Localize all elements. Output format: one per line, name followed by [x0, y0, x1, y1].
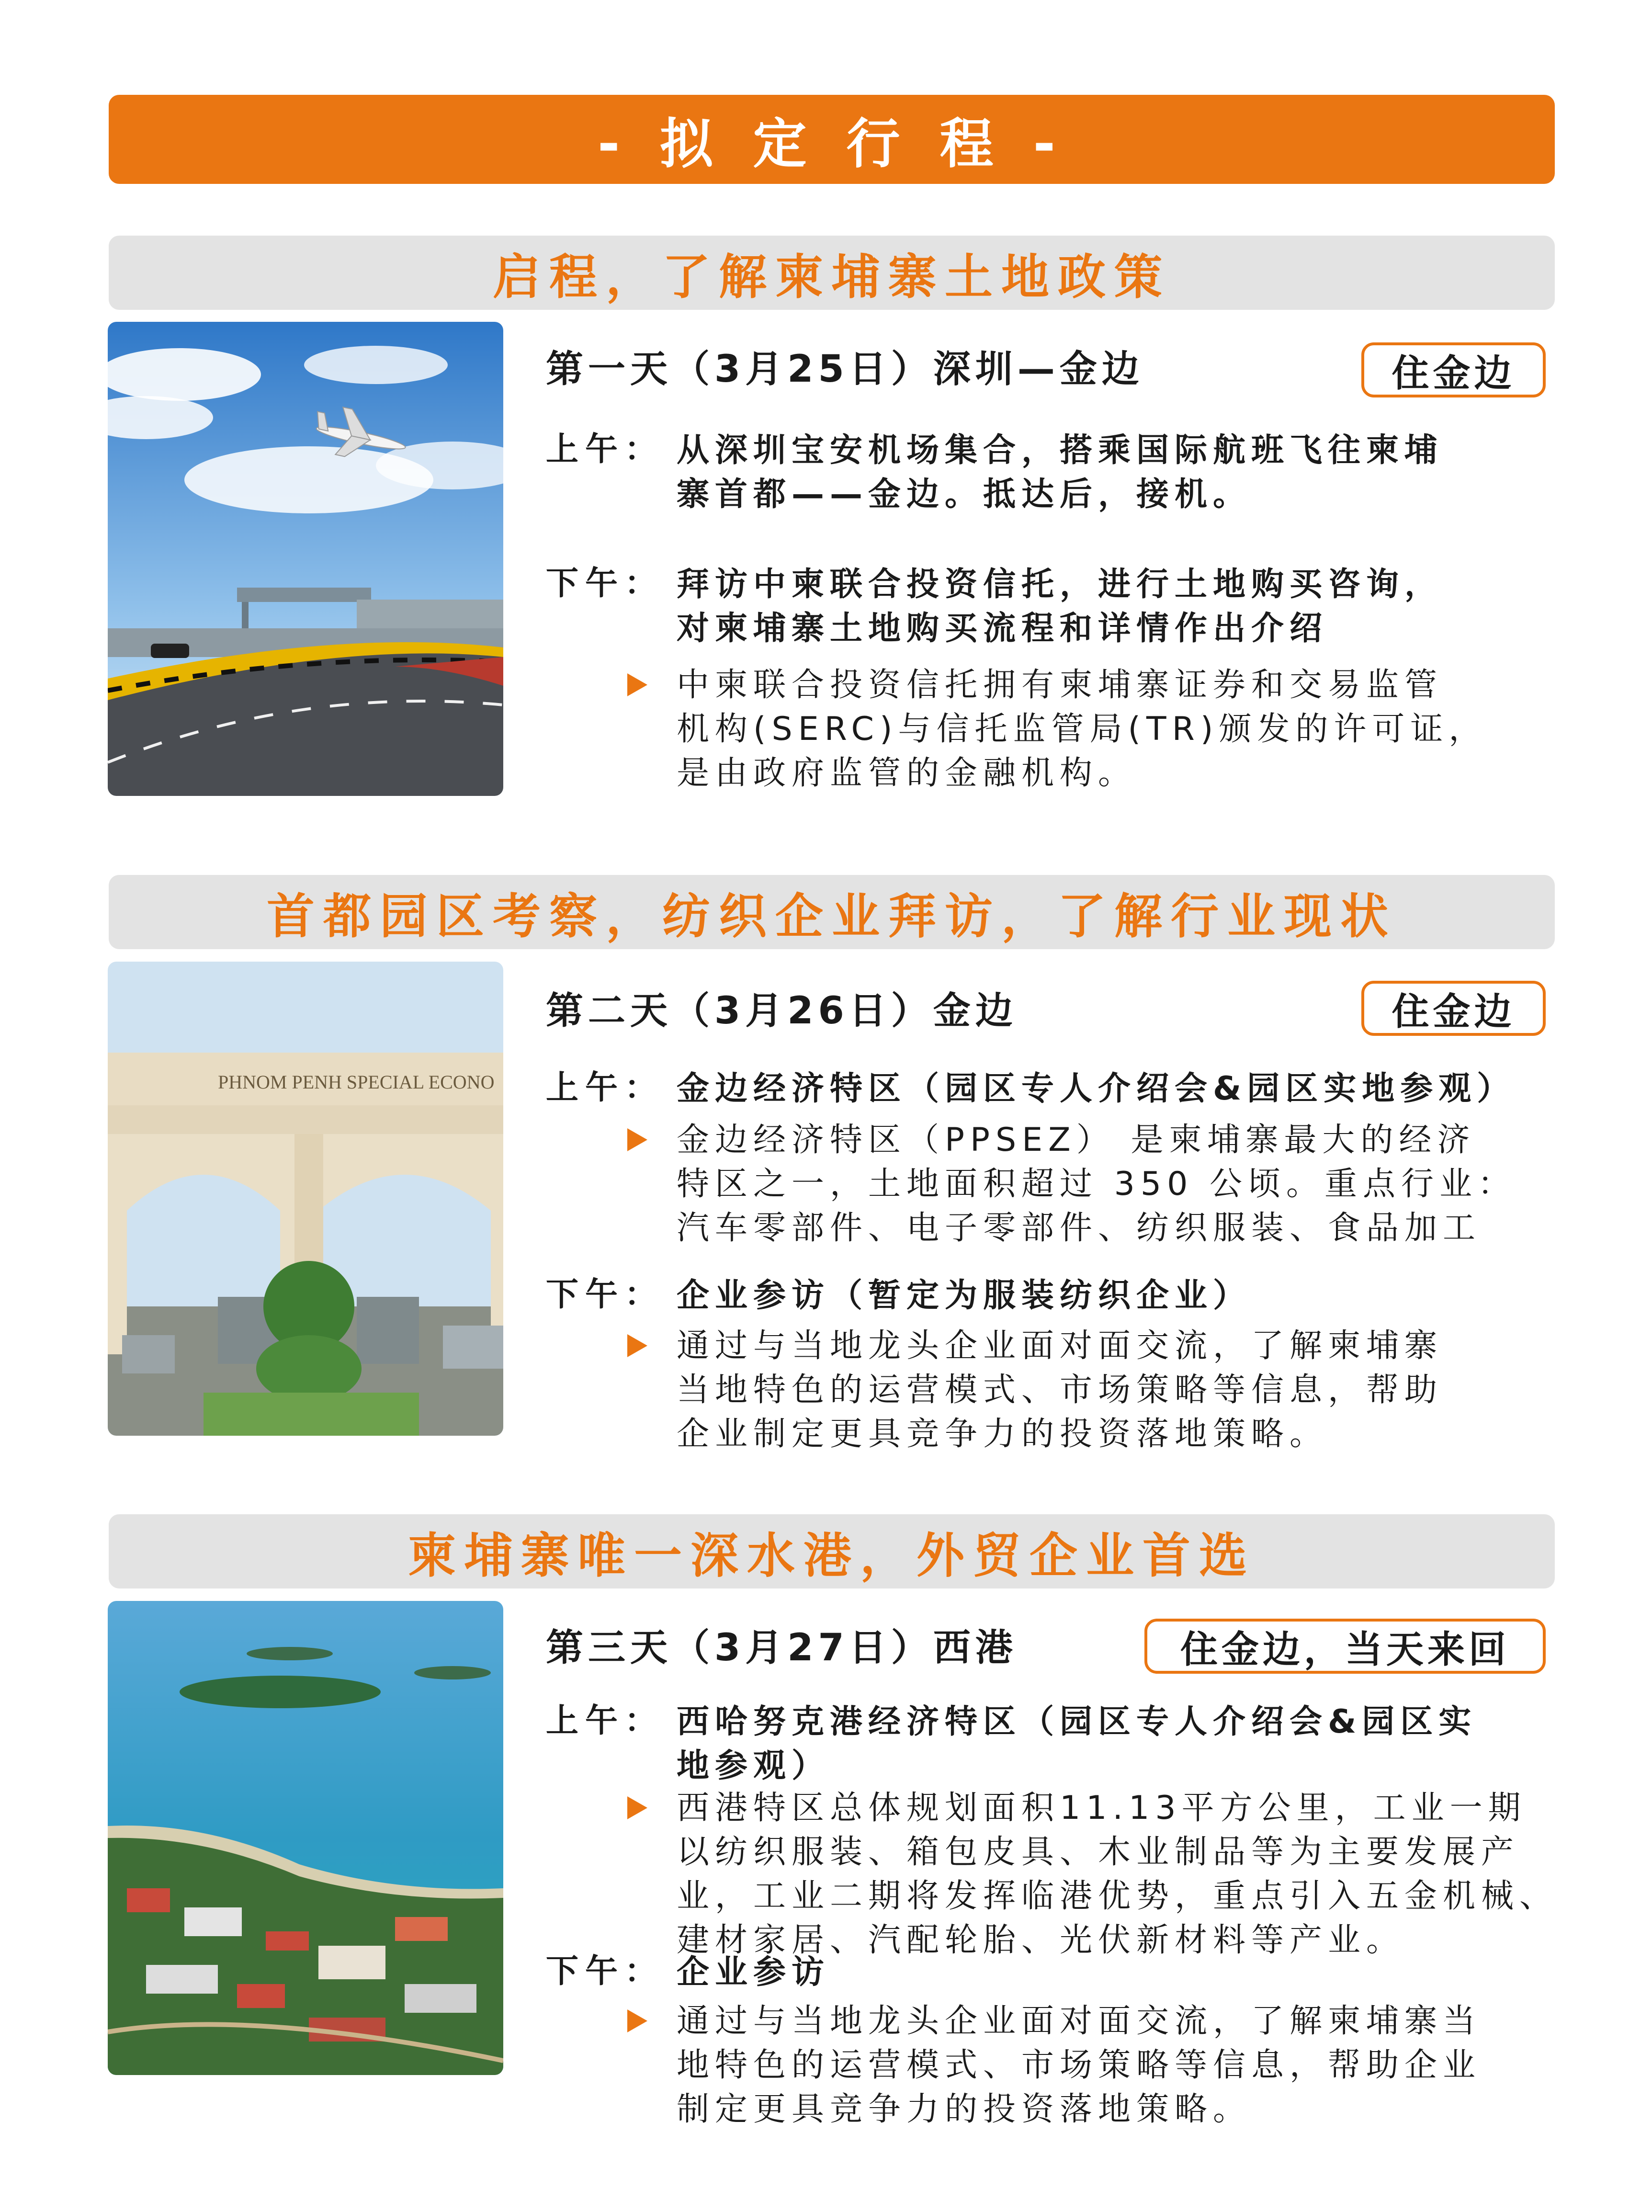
day2-pm-bullet-line-1: 通过与当地龙头企业面对面交流，了解柬埔寨	[677, 1327, 1443, 1365]
day1-afternoon-bullet	[677, 663, 1487, 795]
itinerary-title-banner: - 拟 定 行 程 -	[109, 95, 1555, 184]
day2-pm-bullet-line-2: 当地特色的运营模式、市场策略等信息，帮助	[677, 1371, 1443, 1409]
day2-morning-line-1: 金边经济特区（园区专人介绍会&园区实地参观）	[677, 1070, 1516, 1108]
day3-pm-bullet-line-3: 制定更具竞争力的投资落地策略。	[677, 2090, 1252, 2128]
day1-title: 第一天（3月25日）深圳—金边	[546, 348, 1144, 391]
day2-afternoon-bullet	[677, 1324, 1443, 1456]
day2-morning-arrow-icon	[627, 1128, 647, 1151]
day3-am-bullet-line-2: 以纺织服装、箱包皮具、木业制品等为主要发展产	[677, 1833, 1520, 1871]
day2-morning-text	[677, 1067, 1577, 1111]
day2-afternoon-line-1: 企业参访（暂定为服装纺织企业）	[677, 1277, 1252, 1315]
day1-afternoon-label: 下午：	[546, 565, 664, 602]
day3-am-bullet-line-1: 西港特区总体规划面积11.13平方公里，工业一期	[677, 1789, 1527, 1827]
day1-bullet-arrow-icon	[627, 673, 647, 696]
day1-bullet-line-2: 机构(SERC)与信托监管局(TR)颁发的许可证，	[677, 710, 1487, 748]
day3-afternoon-line-1: 企业参访	[677, 1953, 830, 1991]
day2-afternoon-text	[677, 1274, 1577, 1318]
day2-am-bullet-line-2: 特区之一，土地面积超过 350 公顷。重点行业：	[677, 1165, 1516, 1203]
day3-am-bullet-line-4: 建材家居、汽配轮胎、光伏新材料等产业。	[677, 1921, 1405, 1959]
day3-morning-line-1: 西哈努克港经济特区（园区专人介绍会&园区实	[677, 1703, 1477, 1741]
day3-pm-bullet-line-2: 地特色的运营模式、市场策略等信息，帮助企业	[677, 2046, 1482, 2084]
day1-afternoon-text	[677, 563, 1577, 651]
day2-afternoon-arrow-icon	[627, 1334, 647, 1357]
day1-morning-line-1: 从深圳宝安机场集合，搭乘国际航班飞往柬埔	[677, 431, 1443, 469]
day1-stay-badge: 住金边	[1361, 342, 1546, 397]
airport-road-photo	[108, 322, 503, 796]
day2-am-bullet-line-3: 汽车零部件、电子零部件、纺织服装、食品加工	[677, 1209, 1482, 1247]
day1-morning-line-2: 寨首都——金边。抵达后，接机。	[677, 476, 1252, 513]
day3-afternoon-text	[677, 1951, 1577, 1995]
day3-afternoon-label: 下午：	[546, 1952, 664, 1990]
day3-stay-badge: 住金边，当天来回	[1144, 1619, 1546, 1674]
gate-sign-text: PHNOM PENH SPECIAL ECONO	[218, 1071, 495, 1093]
day3-afternoon-arrow-icon	[627, 2009, 647, 2032]
ppsez-gate-photo	[108, 962, 503, 1436]
day2-morning-bullet	[677, 1118, 1516, 1250]
day1-morning-label: 上午：	[546, 431, 664, 468]
day2-stay-badge: 住金边	[1361, 981, 1546, 1036]
day3-title: 第三天（3月27日）西港	[546, 1626, 1018, 1669]
section-heading-2: 首都园区考察，纺织企业拜访，了解行业现状	[109, 875, 1555, 949]
sihanoukville-coast-photo	[108, 1601, 503, 2075]
day1-bullet-line-3: 是由政府监管的金融机构。	[677, 754, 1137, 792]
day1-afternoon-line-1: 拜访中柬联合投资信托，进行土地购买咨询，	[677, 566, 1443, 603]
day3-morning-bullet	[677, 1786, 1558, 1962]
day1-afternoon-line-2: 对柬埔寨土地购买流程和详情作出介绍	[677, 610, 1328, 647]
section-heading-1: 启程，了解柬埔寨土地政策	[109, 236, 1555, 310]
day3-morning-line-2: 地参观）	[677, 1747, 830, 1785]
day2-am-bullet-line-1: 金边经济特区（PPSEZ） 是柬埔寨最大的经济	[677, 1121, 1476, 1159]
section-heading-3: 柬埔寨唯一深水港，外贸企业首选	[109, 1514, 1555, 1588]
day2-pm-bullet-line-3: 企业制定更具竞争力的投资落地策略。	[677, 1415, 1328, 1453]
day3-afternoon-bullet	[677, 1999, 1481, 2132]
day2-title: 第二天（3月26日）金边	[546, 989, 1018, 1032]
day3-am-bullet-line-3: 业，工业二期将发挥临港优势，重点引入五金机械、	[677, 1877, 1558, 1915]
day3-pm-bullet-line-1: 通过与当地龙头企业面对面交流，了解柬埔寨当	[677, 2002, 1482, 2040]
day2-morning-label: 上午：	[546, 1069, 664, 1107]
day3-morning-arrow-icon	[627, 1796, 647, 1819]
day1-bullet-line-1: 中柬联合投资信托拥有柬埔寨证券和交易监管	[677, 666, 1443, 704]
day3-morning-label: 上午：	[546, 1702, 664, 1740]
day3-morning-text	[677, 1700, 1577, 1788]
day2-afternoon-label: 下午：	[546, 1276, 664, 1314]
day1-morning-text	[677, 429, 1577, 517]
